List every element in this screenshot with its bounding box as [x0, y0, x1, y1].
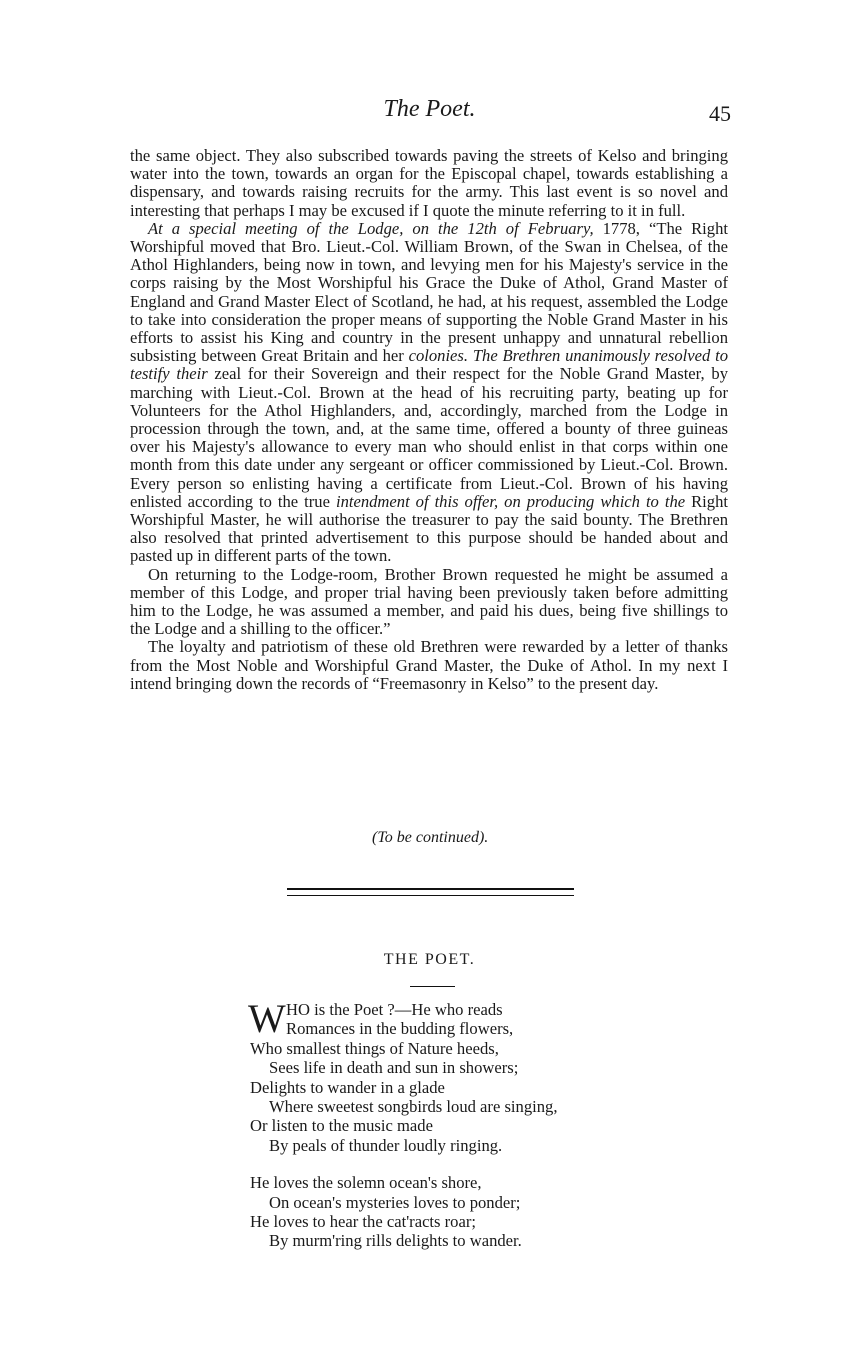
- poem-line: Who smallest things of Nature heeds,: [250, 1038, 499, 1058]
- poem-line-text: HO is the Poet ?—He who reads: [286, 1000, 503, 1019]
- paragraph-4: The loyalty and patriotism of these old Brethren were rewarded by a letter of thanks from the Most Noble and Worshipful Grand Master, the Duke of Athol. In my next I intend bringing down the records of “Freemasonry in Kelso” to the present day.: [130, 637, 728, 693]
- paragraph-2: [130, 220, 728, 566]
- text-span: zeal for their Sovereign and their respect for the Noble Grand Master, by marching with Lieut.-Col. Brown at the head of his recruiting party, beating up for Volunteers for the Athol Highlanders, and, accordingly, marched from the Lodge in procession through the town, and, at the same time, offered a bounty of three guineas over his Majesty's allowance to every man who should enlist in that corps within one month from this date under any sergeant or officer commissioned by Lieut.-Col. Brown. Every person so enlisting having a certificate from Lieut.-Col. Brown of his having enlisted according to the true: [130, 364, 729, 511]
- text-span: 1778, “The Right Worshipful moved that Bro. Lieut.-Col. William Brown, of the Swan in Chelsea, of the Athol Highlanders, being now in town, and levying men for his Majesty's service in the corps raising by the Most Worshipful his Grace the Duke of Athol, Grand Master of England and Grand Master Elect of Scotland, he had, at his request, assembled the Lodge to take into consideration the proper means of supporting the Noble Grand Master in his efforts to assist his King and country in the present unhappy and unnatural rebellion subsisting between Great Britain and her: [130, 218, 729, 366]
- italic-span: At a special meeting of the Lodge, on the 12th of February,: [148, 218, 594, 238]
- drop-cap: W: [248, 996, 286, 1041]
- poem-line: He loves the solemn ocean's shore,: [250, 1173, 482, 1193]
- italic-span: colonies. The Brethren unanimously resolved to testify their: [130, 346, 728, 384]
- paragraph-3: On returning to the Lodge-room, Brother Brown requested he might be assumed a member of this Lodge, and proper trial having been previously taken before admitting him to the Lodge, he was assumed a member, and paid his dues, being five shillings to the Lodge and a shilling to the officer.”: [130, 564, 728, 639]
- poem-line: Sees life in death and sun in showers;: [269, 1058, 519, 1078]
- section-divider: [287, 888, 574, 896]
- stanza-gap: [250, 1155, 557, 1173]
- italic-span: intendment of this offer, on producing which to the: [335, 491, 686, 511]
- poem-stanza-2: [250, 1173, 557, 1251]
- to-be-continued: (To be continued).: [372, 829, 489, 846]
- poem-line: Where sweetest songbirds loud are singing,: [269, 1097, 558, 1117]
- poem-line: On ocean's mysteries loves to ponder;: [269, 1192, 521, 1212]
- page-number: 45: [709, 101, 731, 126]
- poem-line: Delights to wander in a glade: [250, 1077, 445, 1097]
- text-span: Right Worshipful Master, he will authorise the treasurer to pay the said bounty. The Brethren also resolved that printed advertisement to this purpose should be handed about and pasted up in different parts of the town.: [130, 491, 728, 566]
- poem-line: He loves to hear the cat'racts roar;: [250, 1212, 476, 1232]
- poem-stanza-1: [248, 996, 558, 1155]
- article-body: [130, 147, 728, 693]
- running-header-title: The Poet.: [383, 96, 476, 122]
- poem-line: By murm'ring rills delights to wander.: [269, 1231, 522, 1251]
- paragraph-1: the same object. They also subscribed towards paving the streets of Kelso and bringing water into the town, towards an organ for the Episcopal chapel, towards establishing a dispensary, and towards raising recruits for the army. This last event is so novel and interesting that perhaps I may be excused if I quote the minute referring to it in full.: [130, 146, 728, 220]
- poem: [248, 996, 558, 1251]
- poem-line: Or listen to the music made: [250, 1116, 433, 1136]
- poem-title-rule: [410, 986, 455, 987]
- poem-line: Romances in the budding flowers,: [286, 1019, 514, 1039]
- poem-title: THE POET.: [383, 951, 476, 968]
- poem-line: By peals of thunder loudly ringing.: [269, 1135, 503, 1155]
